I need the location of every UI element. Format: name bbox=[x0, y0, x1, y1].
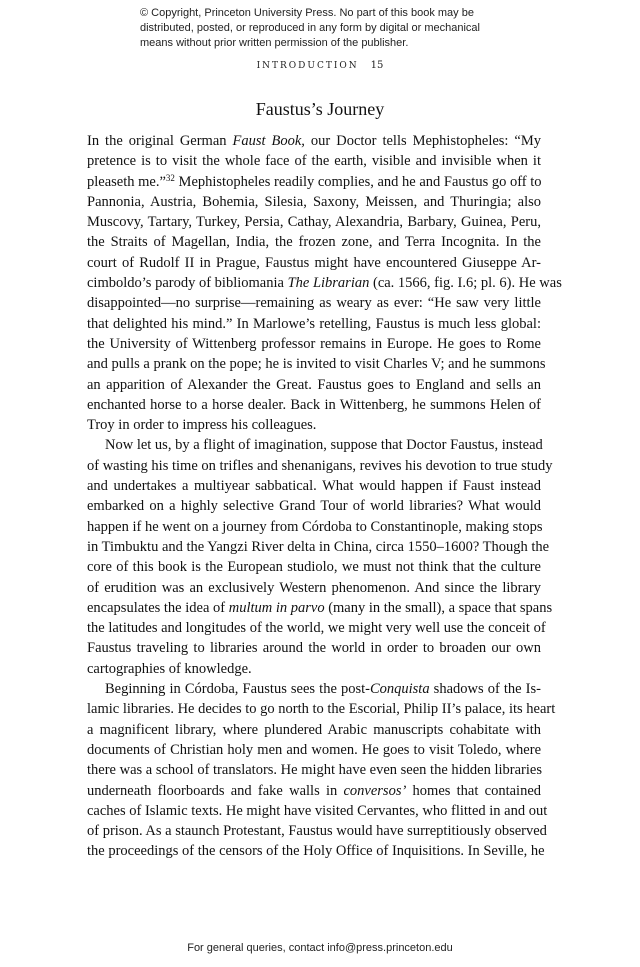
text-line: core of this book is the European studiolo, we must not think that the culture bbox=[87, 559, 541, 576]
text-line: the proceedings of the censors of the Holy Office of Inquisitions. In Seville, he bbox=[87, 843, 545, 860]
text-line: and pulls a prank on the pope; he is invited to visit Charles V; and he summons bbox=[87, 356, 546, 373]
text-line: caches of Islamic texts. He might have visited Cervantes, who flitted in and out bbox=[87, 802, 548, 819]
text-line: embarked on a highly selective Grand Tour of world libraries? What would bbox=[87, 498, 541, 515]
text-line: underneath floorboards and fake walls in conversos’ homes that contained bbox=[87, 782, 542, 799]
italic-text: Conquista bbox=[369, 681, 430, 698]
text-line: pretence is to visit the whole face of the earth, visible and invisible when it bbox=[87, 153, 541, 170]
paragraph-1 bbox=[87, 131, 562, 435]
text-line: cimboldo’s parody of bibliomania The Librarian (ca. 1566, fig. I.6; pl. 6). He was bbox=[87, 275, 562, 292]
text-line: disappointed—no surprise—remaining as weary as ever: “He saw very little bbox=[87, 295, 541, 312]
text-line: encapsulates the idea of multum in parvo (many in the small), a space that spans bbox=[87, 599, 553, 616]
text-line: the Straits of Magellan, India, the frozen zone, and Terra Incognita. In the bbox=[87, 234, 541, 251]
body-text bbox=[87, 131, 562, 862]
copyright-line: means without prior written permission of the publisher. bbox=[140, 37, 409, 49]
text-line: the latitudes and longitudes of the world, we might very well use the conceit of bbox=[87, 620, 546, 637]
running-head bbox=[0, 60, 640, 71]
text-line: lamic libraries. He decides to go north to the Escorial, Philip II’s palace, its heart bbox=[87, 701, 556, 718]
text-line: Muscovy, Tartary, Turkey, Persia, Cathay, Alexandria, Barbary, Guinea, Peru, bbox=[87, 214, 541, 231]
text-line: court of Rudolf II in Prague, Faustus might have encountered Giuseppe Ar- bbox=[87, 254, 541, 271]
text-line: pleaseth me.”$^{32}$ Mephistopheles readily complies, and he and Faustus go off to bbox=[87, 172, 542, 190]
running-head-section: INTRODUCTION bbox=[256, 61, 359, 71]
italic-text: conversos’ bbox=[343, 782, 407, 799]
footer-contact: For general queries, contact info@press.princeton.edu bbox=[187, 942, 453, 954]
text-line: that delighted his mind.” In Marlowe’s retelling, Faustus is much less global: bbox=[87, 315, 541, 332]
text-line: of wasting his time on trifles and shenanigans, revives his devotion to true study bbox=[87, 457, 553, 474]
italic-text: multum in parvo bbox=[228, 599, 325, 616]
text-line: happen if he went on a journey from Córdoba to Constantinople, making stops bbox=[87, 518, 543, 535]
section-title: Faustus’s Journey bbox=[255, 99, 385, 119]
text-line: of erudition was an exclusively Western phenomenon. And since the library bbox=[87, 579, 541, 596]
paragraph-3 bbox=[87, 679, 556, 862]
italic-text: The Librarian bbox=[287, 275, 370, 292]
copyright-line: © Copyright, Princeton University Press. No part of this book may be bbox=[140, 7, 474, 19]
copyright-notice bbox=[140, 6, 520, 51]
text-line: Now let us, by a flight of imagination, suppose that Doctor Faustus, instead bbox=[105, 437, 543, 454]
text-line: the University of Wittenberg professor remains in Europe. He goes to Rome bbox=[87, 335, 541, 352]
copyright-line: distributed, posted, or reproduced in any form by digital or mechanical bbox=[140, 22, 480, 34]
paragraph-2 bbox=[87, 435, 553, 679]
page-number: 15 bbox=[370, 60, 384, 71]
footnote-ref: 32 bbox=[165, 172, 175, 183]
text-line: an apparition of Alexander the Great. Faustus goes to England and sells an bbox=[87, 376, 541, 393]
text-line: cartographies of knowledge. bbox=[87, 660, 252, 677]
text-line: documents of Christian holy men and women. He goes to visit Toledo, where bbox=[87, 741, 541, 758]
text-line: a magnificent library, where plundered Arabic manuscripts cohabitate with bbox=[87, 721, 541, 738]
text-line: there was a school of translators. He might have even seen the hidden libraries bbox=[87, 762, 542, 779]
text-line: Troy in order to impress his colleagues. bbox=[87, 417, 317, 434]
text-line: and undertakes a multiyear sabbatical. What would happen if Faust instead bbox=[87, 478, 541, 495]
text-line: In the original German Faust Book, our Doctor tells Mephistopheles: “My bbox=[87, 133, 542, 149]
text-line: Beginning in Córdoba, Faustus sees the post-Conquista shadows of the Is- bbox=[105, 681, 541, 698]
text-line: of prison. As a staunch Protestant, Faustus would have surreptitiously observed bbox=[87, 823, 547, 840]
text-line: Faustus traveling to libraries around the world in order to broaden our own bbox=[87, 640, 541, 657]
text-line: Pannonia, Austria, Bohemia, Silesia, Saxony, Meissen, and Thuringia; also bbox=[87, 193, 541, 210]
text-line: in Timbuktu and the Yangzi River delta in China, circa 1550–1600? Though the bbox=[87, 538, 550, 555]
italic-text: Faust Book, bbox=[232, 133, 305, 149]
text-line: enchanted horse to a horse dealer. Back in Wittenberg, he summons Helen of bbox=[87, 396, 541, 413]
